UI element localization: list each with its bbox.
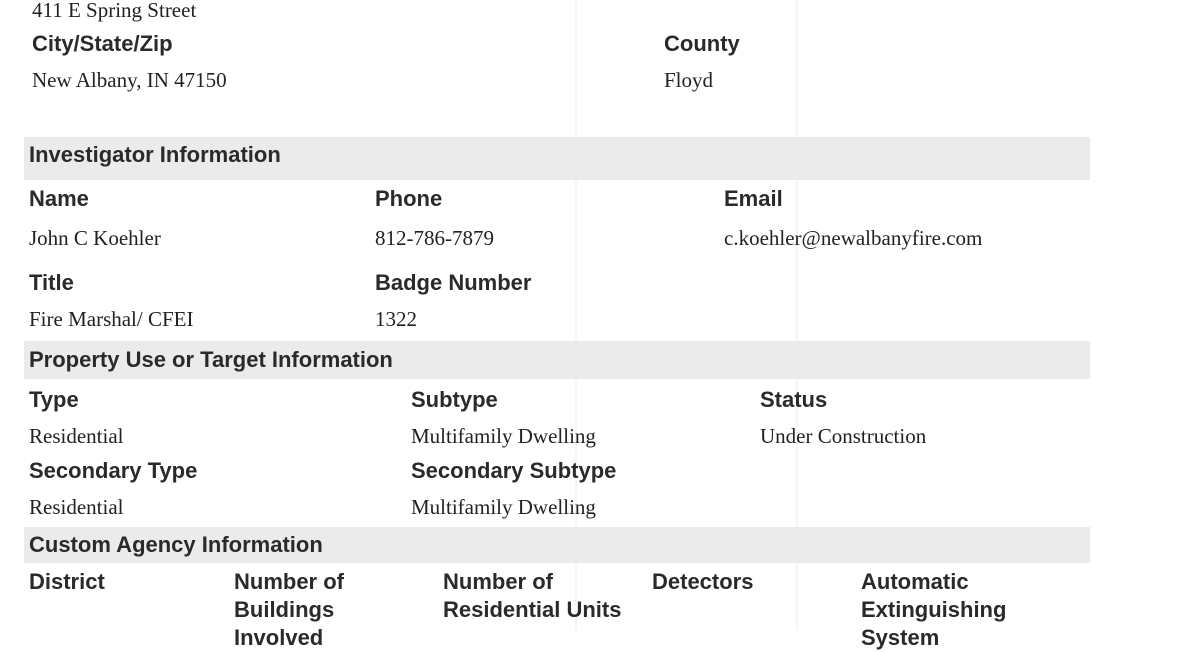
property-section-header [24, 341, 1090, 379]
investigator-section-title: Investigator Information [29, 142, 281, 167]
extinguishing-label-line: Automatic [861, 569, 969, 594]
title-value: Fire Marshal/ CFEI [29, 307, 194, 331]
title-label: Title [29, 270, 74, 295]
email-label: Email [724, 186, 783, 211]
status-value: Under Construction [760, 424, 927, 448]
property-section-title: Property Use or Target Information [29, 347, 393, 372]
name-label: Name [29, 186, 89, 211]
buildings-involved-label [234, 568, 344, 652]
extinguishing-label-line: Extinguishing [861, 597, 1007, 622]
automatic-extinguishing-label [861, 568, 1006, 652]
units-label-line: Number of [443, 569, 553, 594]
units-label-line: Residential Units [443, 597, 622, 622]
district-label: District [29, 569, 105, 594]
badge-number-value: 1322 [375, 307, 417, 331]
residential-units-label [443, 568, 621, 624]
investigator-section-header [24, 137, 1090, 180]
phone-value: 812-786-7879 [375, 226, 494, 250]
detectors-label: Detectors [652, 569, 754, 594]
secondary-subtype-value: Multifamily Dwelling [411, 495, 596, 519]
county-label: County [664, 31, 740, 56]
type-value: Residential [29, 424, 124, 448]
phone-label: Phone [375, 186, 443, 211]
subtype-value: Multifamily Dwelling [411, 424, 596, 448]
secondary-type-value: Residential [29, 495, 124, 519]
status-label: Status [760, 387, 828, 412]
buildings-label-line: Involved [234, 625, 324, 650]
county-value: Floyd [664, 68, 714, 92]
buildings-label-line: Number of [234, 569, 344, 594]
badge-number-label: Badge Number [375, 270, 532, 295]
street-address: 411 E Spring Street [32, 0, 197, 22]
subtype-label: Subtype [411, 387, 498, 412]
email-value: c.koehler@newalbanyfire.com [724, 226, 983, 250]
type-label: Type [29, 387, 79, 412]
buildings-label-line: Buildings [234, 597, 335, 622]
secondary-subtype-label: Secondary Subtype [411, 458, 617, 483]
extinguishing-label-line: System [861, 625, 940, 650]
city-state-zip-value: New Albany, IN 47150 [32, 68, 227, 92]
city-state-zip-label: City/State/Zip [32, 31, 173, 56]
custom-agency-section-title: Custom Agency Information [29, 532, 323, 557]
name-value: John C Koehler [29, 226, 161, 250]
secondary-type-label: Secondary Type [29, 458, 198, 483]
custom-agency-section-header [24, 527, 1090, 563]
